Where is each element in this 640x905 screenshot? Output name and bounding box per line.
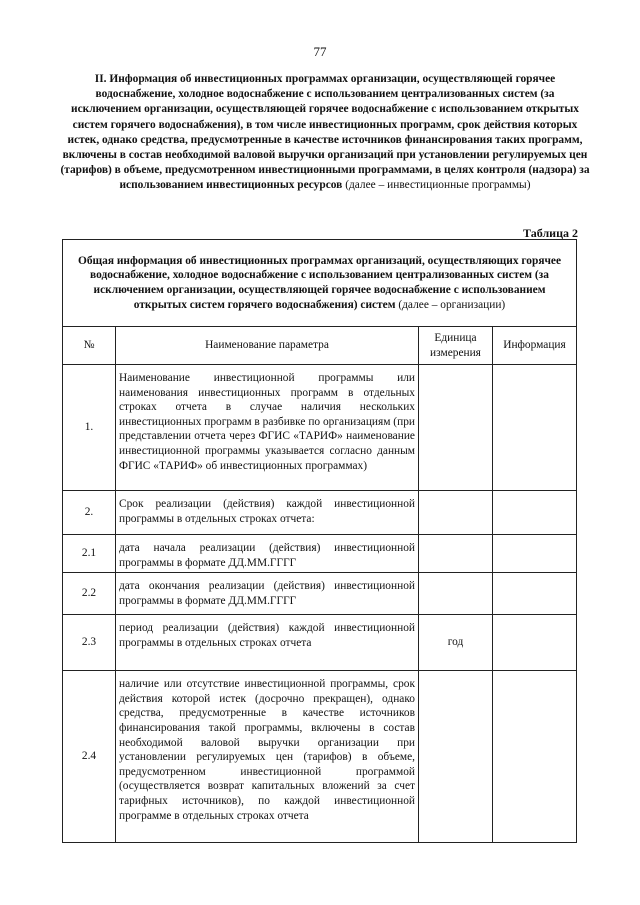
row-num: 1.: [63, 365, 116, 491]
row-info: [493, 615, 577, 671]
row-unit: год: [419, 615, 493, 671]
row-info: [493, 535, 577, 573]
header-unit: Единица измерения: [419, 327, 493, 365]
table-row: [63, 491, 577, 535]
table-label: Таблица 2: [523, 226, 578, 240]
table-caption-tail: (далее – организации): [395, 298, 506, 311]
row-num: 2.1: [63, 535, 116, 573]
row-num: 2.: [63, 491, 116, 535]
row-name: Срок реализации (действия) каждой инвестиционной программы в отдельных строках отчета:: [116, 491, 419, 535]
table-row: [63, 615, 577, 671]
table-row: [63, 535, 577, 573]
section-title: [60, 72, 590, 194]
section-title-bold: II. Информация об инвестиционных программах организации, осуществляющей горячее водоснабжение, холодное водоснабжение с использованием централизованных систем (за исключением организации, осуществляющей горячее водоснабжение с использованием открытых систем горячего водоснабжения), в том числе инвестиционных программ, срок действия которых истек, однако средства, предусмотренные в качестве источников финансирования таких программ, включены в состав необходимой валовой выручки организаций при установлении регулируемых цен (тарифов) в объеме, предусмотренном инвестиционными программами, в целях контроля (надзора) за использованием инвестиционных ресурсов: [60, 73, 590, 192]
table-caption-row: [63, 240, 577, 327]
row-unit: [419, 365, 493, 491]
row-info: [493, 671, 577, 843]
row-unit: [419, 535, 493, 573]
row-info: [493, 491, 577, 535]
table-row: [63, 365, 577, 491]
table-caption-bold: Общая информация об инвестиционных программах организаций, осуществляющих горячее водоснабжение, холодное водоснабжение с использованием централизованных систем (за исключением организации, осуществляющей горячее водоснабжение с использованием открытых систем горячего водоснабжения) систем: [77, 254, 562, 311]
info-table: [62, 239, 577, 843]
row-unit: [419, 573, 493, 615]
row-name: наличие или отсутствие инвестиционной программы, срок действия которой истек (досрочно прекращен), однако средства, предусмотренные в качестве источников финансирования такой программы, включены в состав необходимой валовой выручки организации при установлении регулируемых цен (тарифов) в объеме, предусмотренном инвестиционной программой (осуществляется возврат капитальных вложений за счет тарифных источников), по каждой инвестиционной программе в отдельных строках отчета: [116, 671, 419, 843]
table-header-row: [63, 327, 577, 365]
page-number: 77: [313, 44, 327, 59]
row-unit: [419, 671, 493, 843]
header-info: Информация: [493, 327, 577, 365]
header-num: №: [63, 327, 116, 365]
row-info: [493, 365, 577, 491]
section-title-tail: (далее – инвестиционные программы): [342, 179, 531, 192]
row-info: [493, 573, 577, 615]
row-num: 2.4: [63, 671, 116, 843]
table-row: [63, 671, 577, 843]
row-num: 2.3: [63, 615, 116, 671]
row-num: 2.2: [63, 573, 116, 615]
table-caption: [63, 240, 577, 327]
header-name: Наименование параметра: [116, 327, 419, 365]
row-name: Наименование инвестиционной программы или наименования инвестиционных программ в отдельных строках отчета в случае наличия нескольких инвестиционных программ в разбивке по организациям (при представлении отчета через ФГИС «ТАРИФ» наименование инвестиционной программы указывается согласно данным ФГИС «ТАРИФ» об инвестиционных программах): [116, 365, 419, 491]
row-name: дата начала реализации (действия) инвестиционной программы в формате ДД.ММ.ГГГГ: [116, 535, 419, 573]
row-name: период реализации (действия) каждой инвестиционной программы в отдельных строках отчета: [116, 615, 419, 671]
row-name: дата окончания реализации (действия) инвестиционной программы в формате ДД.ММ.ГГГГ: [116, 573, 419, 615]
table-row: [63, 573, 577, 615]
row-unit: [419, 491, 493, 535]
